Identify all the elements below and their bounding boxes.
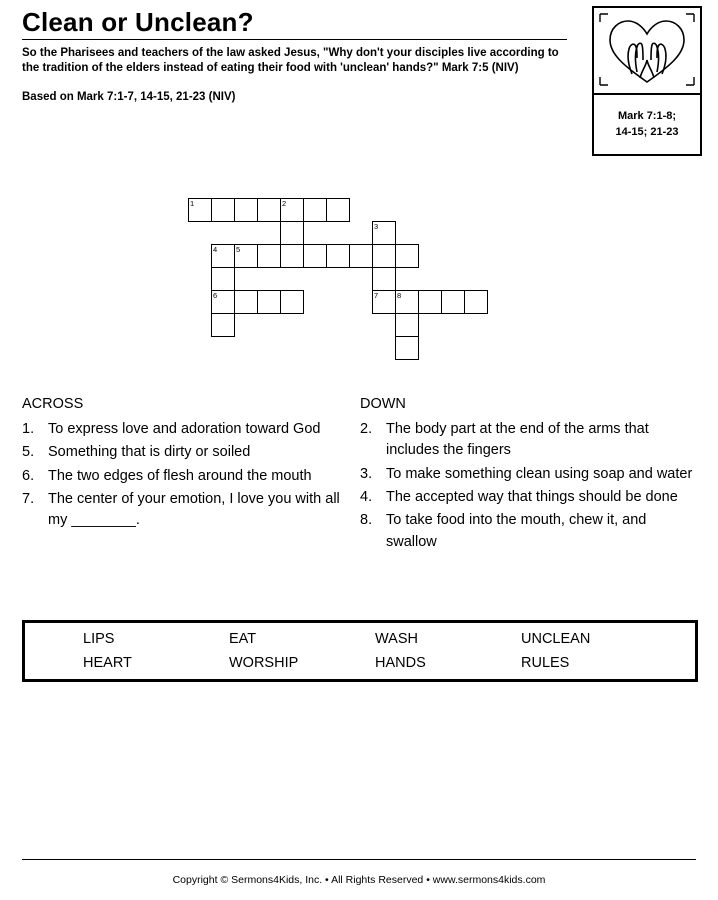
crossword-cell-number: 1 [190,199,195,208]
crossword-cell[interactable] [395,244,419,268]
crossword-cell[interactable] [234,244,258,268]
clue-text: To make something clean using soap and water [386,465,693,482]
crossword-cell-number: 6 [213,291,218,300]
clue-item [360,419,698,462]
page-header [22,8,582,103]
crossword-cell[interactable] [349,244,373,268]
word-bank [22,620,698,682]
crossword-cell[interactable] [280,244,304,268]
clue-item [22,442,360,463]
crossword-cell[interactable] [464,290,488,314]
crossword-cell[interactable] [234,198,258,222]
crossword-cell-number: 3 [374,222,379,231]
crossword-cell[interactable] [211,244,235,268]
crossword-cell[interactable] [303,244,327,268]
clue-text: The center of your emotion, I love you with all my ________. [48,490,340,529]
clue-item [360,510,698,553]
word-bank-word: HEART [83,655,132,671]
clue-text: To express love and adoration toward God [48,421,321,437]
clue-number: 6. [22,467,35,484]
crossword-cell[interactable] [372,221,396,245]
clue-item [22,419,360,440]
crossword-cell[interactable] [303,198,327,222]
clue-item [22,489,360,532]
clue-number: 5. [22,444,35,461]
logo-reference [594,95,700,141]
scripture-verse: So the Pharisees and teachers of the law asked Jesus, "Why don't your disciples live according to the tradition of the elders instead of eating their food with 'unclean' hands?" Mark 7:5 (NIV) [22,46,559,75]
crossword-cell-number: 4 [213,245,218,254]
clue-number: 7. [22,490,35,507]
clue-item [360,464,698,485]
crossword-cell[interactable] [257,198,281,222]
clue-item [360,487,698,508]
clue-text: The two edges of flesh around the mouth [48,467,312,484]
word-bank-word: UNCLEAN [521,631,591,647]
crossword-cell-number: 8 [397,291,402,300]
crossword-cell[interactable] [395,290,419,314]
crossword-cell[interactable] [395,336,419,360]
crossword-cell[interactable] [326,198,350,222]
title-divider [22,39,567,40]
crossword-cell[interactable] [257,290,281,314]
crossword-cell[interactable] [211,290,235,314]
crossword-cell-number: 7 [374,291,379,300]
crossword-cell[interactable] [418,290,442,314]
footer-copyright: Copyright © Sermons4Kids, Inc. • All Rights Reserved • www.sermons4kids.com [172,874,546,886]
down-clues [360,396,698,555]
crossword-cell[interactable] [372,290,396,314]
word-bank-word: LIPS [83,631,115,647]
crossword-cell[interactable] [234,290,258,314]
footer-divider [22,859,696,860]
word-bank-word: EAT [229,631,257,647]
word-bank-word: WORSHIP [229,655,299,671]
crossword-cell[interactable] [211,313,235,337]
clue-number: 8. [360,512,373,529]
word-bank-word: RULES [521,655,570,671]
crossword-cell[interactable] [395,313,419,337]
scripture-reference-box [592,6,702,156]
crossword-cell[interactable] [280,198,304,222]
word-bank-row [25,631,695,647]
word-bank-word: WASH [375,631,418,647]
based-on-text: Based on Mark 7:1-7, 14-15, 21-23 (NIV) [22,91,236,104]
page-title: Clean or Unclean? [22,7,254,37]
crossword-cell[interactable] [326,244,350,268]
crossword-cell[interactable] [211,267,235,291]
crossword-cell[interactable] [441,290,465,314]
crossword-cell[interactable] [257,244,281,268]
clue-text: The body part at the end of the arms that includes the fingers [386,421,649,459]
crossword-cell[interactable] [280,221,304,245]
crossword-cell-number: 5 [236,245,241,254]
clue-number: 3. [360,465,373,482]
across-clues [22,396,360,555]
clue-number: 2. [360,421,373,437]
clue-number: 1. [22,421,35,437]
clue-text: Something that is dirty or soiled [48,444,251,461]
logo-reference-line1: Mark 7:1-8; [617,110,677,122]
crossword-cell-number: 2 [282,199,287,208]
word-bank-word: HANDS [375,655,426,671]
clue-item [22,466,360,487]
down-heading: DOWN [360,396,406,412]
clue-text: To take food into the mouth, chew it, and swallow [386,512,647,550]
logo-reference-line2: 14-15; 21-23 [615,125,679,138]
crossword-cell[interactable] [188,198,212,222]
clues-section [22,396,698,555]
crossword-cell[interactable] [280,290,304,314]
heart-with-hands-icon [594,8,700,95]
clue-text: The accepted way that things should be done [386,488,678,505]
crossword-cell[interactable] [372,267,396,291]
word-bank-row [25,655,695,671]
across-heading: ACROSS [22,396,84,412]
clue-number: 4. [360,488,373,505]
crossword-cell[interactable] [211,198,235,222]
crossword-cell[interactable] [372,244,396,268]
